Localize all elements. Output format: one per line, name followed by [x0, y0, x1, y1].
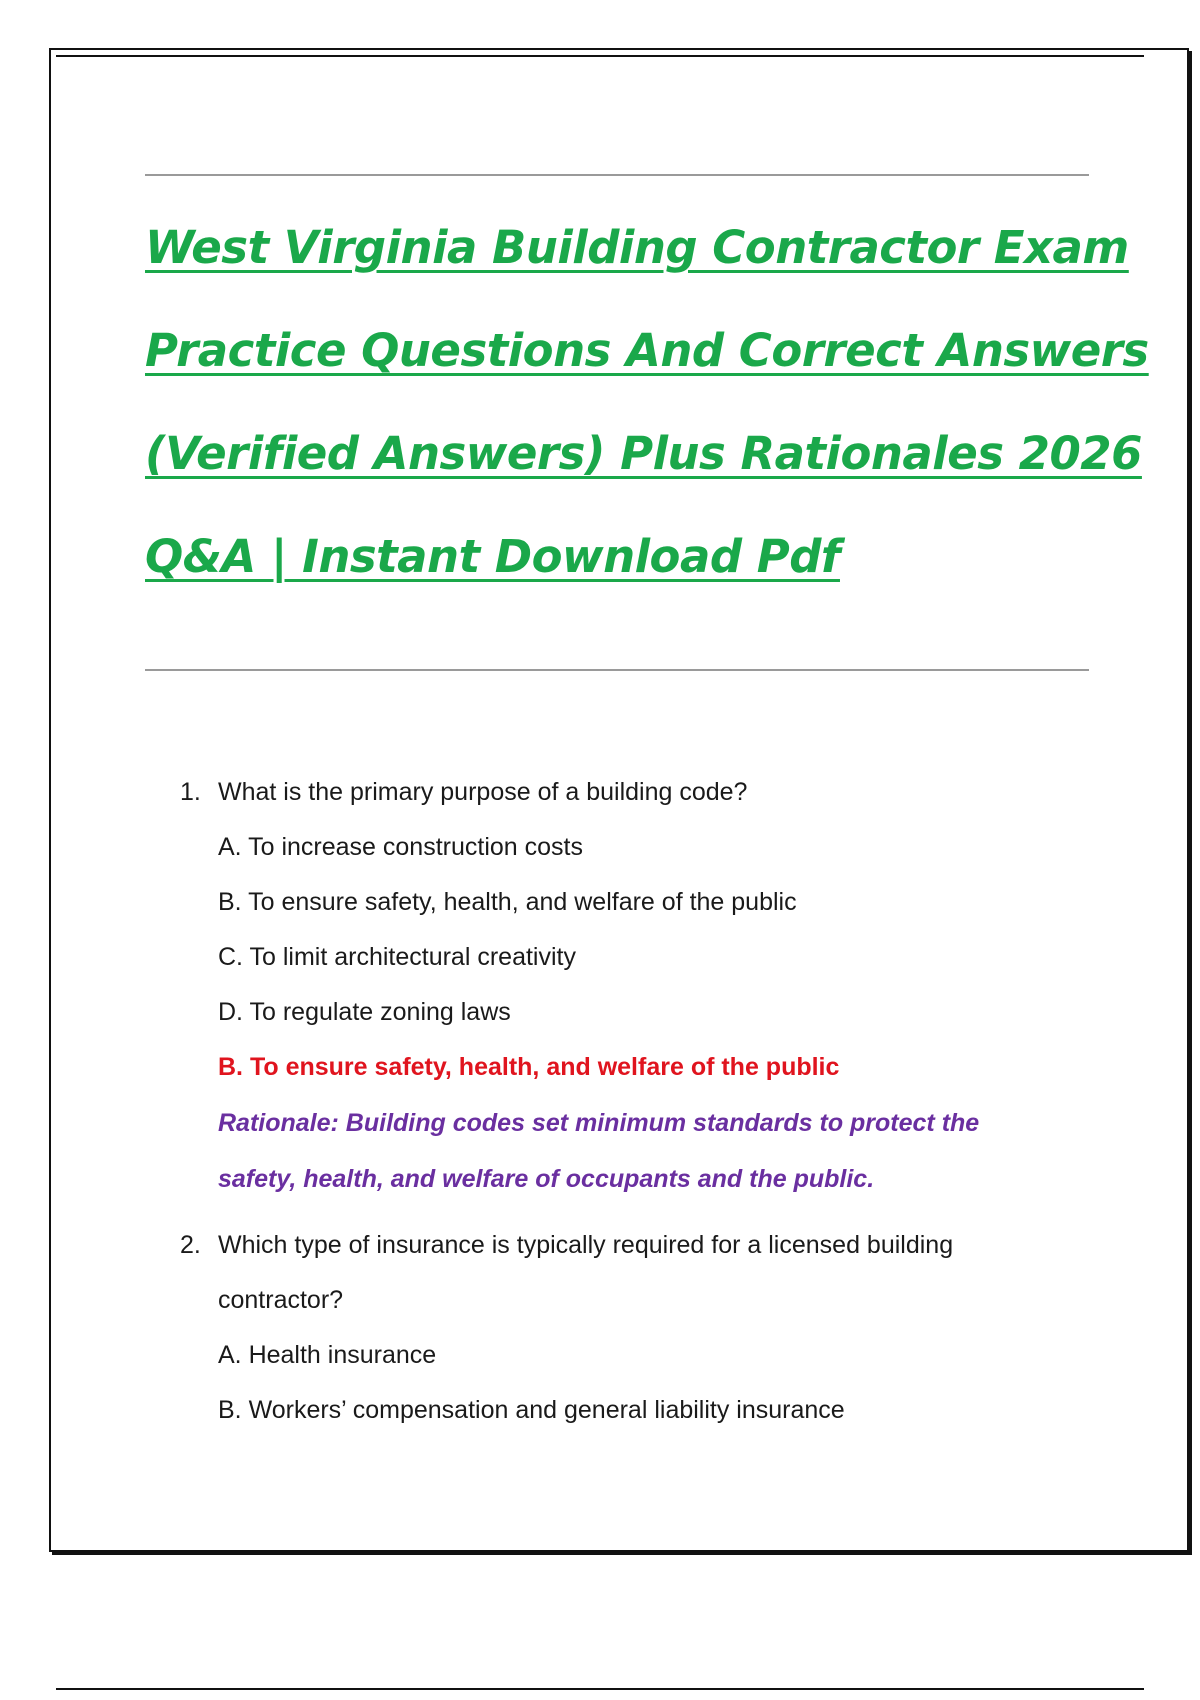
rationale: Rationale: Building codes set minimum standards to protect the safety, health, and welfare of occupants and the public.: [218, 1109, 980, 1193]
bottom-border-line: [56, 1688, 1144, 1690]
question-1-stem: [180, 765, 1060, 820]
option-b: B. Workers’ compensation and general liability insurance: [218, 1396, 845, 1424]
question-text: What is the primary purpose of a building code?: [218, 778, 748, 806]
question-list: [180, 765, 1060, 1438]
question-number: 1.: [180, 778, 201, 806]
question-2-stem: [180, 1218, 1060, 1328]
top-border-line: [56, 55, 1144, 57]
document-title: [145, 196, 1149, 608]
option-c: C. To limit architectural creativity: [218, 943, 576, 971]
title-bottom-rule: [145, 669, 1089, 671]
title-line-2: Practice Questions And Correct Answers: [145, 324, 1149, 377]
option-a: A. To increase construction costs: [218, 833, 583, 861]
question-number: 2.: [180, 1231, 201, 1259]
option-a: A. Health insurance: [218, 1341, 437, 1369]
title-top-rule: [145, 174, 1089, 176]
question-1: [180, 765, 1060, 1207]
option-d: D. To regulate zoning laws: [218, 998, 511, 1026]
correct-answer: B. To ensure safety, health, and welfare of the public: [218, 1053, 840, 1081]
title-line-3: (Verified Answers) Plus Rationales 2026: [145, 427, 1142, 480]
option-b: B. To ensure safety, health, and welfare of the public: [218, 888, 797, 916]
title-line-4: Q&A | Instant Download Pdf: [145, 530, 840, 583]
title-line-1: West Virginia Building Contractor Exam: [145, 221, 1129, 274]
question-text: Which type of insurance is typically required for a licensed building contractor?: [218, 1231, 954, 1314]
question-2: [180, 1218, 1060, 1438]
